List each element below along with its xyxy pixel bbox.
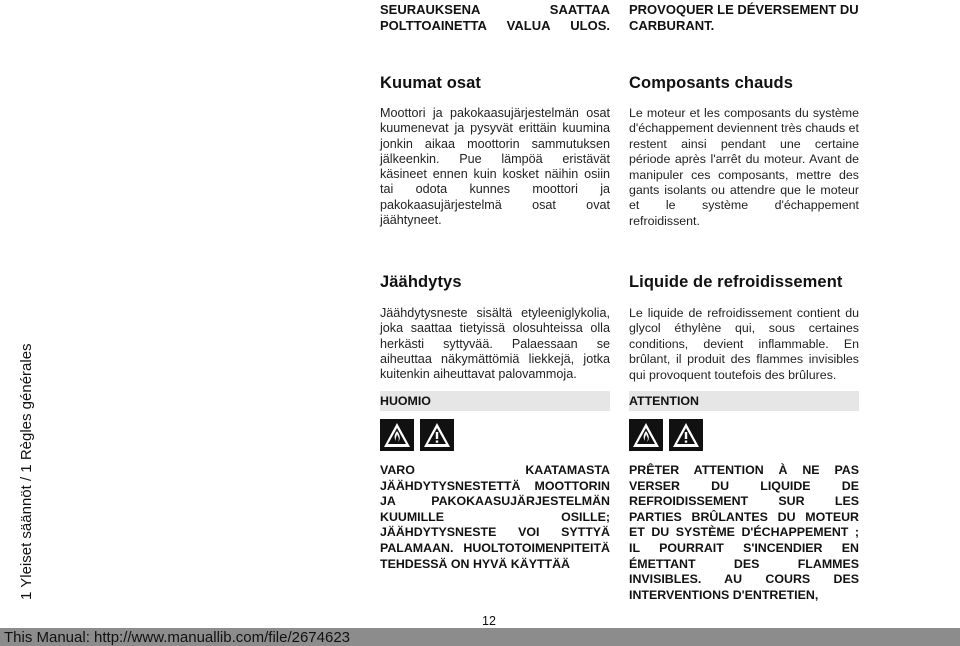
note-bar-fr xyxy=(629,391,859,411)
top-continuation-fr: PROVOQUER LE DÉVERSEMENT DU CARBURANT. xyxy=(629,2,859,33)
hot-parts-text-fi: Moottori ja pakokaasujärjestelmän osat kuumenevat ja pysyvät erittäin kuumina jonkin aikaa moottorin sammutuksen jälkeenkin. Pue lämpöä eristävät käsineet ennen kuin kosket näihin osiin tai odota kunnes moottori ja pakokaasujärjestelmä osat ovat jäähtyneet. xyxy=(380,106,610,228)
coolant-text-fr: Le liquide de refroidissement contient du glycol éthylène qui, sous certaines conditions, devient inflammable. En brûlant, il produit des flammes invisibles qui provoquent toutefois des brûlures. xyxy=(629,306,859,382)
hot-parts-text-fr: Le moteur et les composants du système d'échappement deviennent très chauds et restent ainsi pendant une certaine période après l'arrêt du moteur. Avant de manipuler ces composants, mettre des gants isolants ou attendre que le moteur et le système d'échappement refroidissent. xyxy=(629,106,859,228)
flammable-icon xyxy=(380,419,414,451)
hot-parts-heading-fr: Composants chauds xyxy=(629,74,793,92)
footer-manual-link[interactable]: This Manual: http://www.manuallib.com/file/2674623 xyxy=(4,629,351,646)
hot-parts-heading-fi: Kuumat osat xyxy=(380,74,482,92)
coolant-text-fi: Jäähdytysneste sisältä etyleeniglykolia, joka saattaa tietyissä olosuhteissa olla herkästi syttyvää. Palaessaan se aiheuttaa näkymättömiä liekkejä, jotka kuitenkin aiheuttavat palovammoja. xyxy=(380,306,610,382)
warning-triangle-icon xyxy=(669,419,703,451)
coolant-heading-fi: Jäähdytys xyxy=(380,273,462,291)
coolant-heading-fr: Liquide de refroidissement xyxy=(629,273,843,291)
warning-text-fr: PRÊTER ATTENTION À NE PAS VERSER DU LIQUIDE DE REFROIDISSEMENT SUR LES PARTIES BRÛLANTES DU MOTEUR ET DU SYSTÈME D'ÉCHAPPEMENT ; IL POURRAIT S'INCENDIER EN ÉMETTANT DES FLAMMES INVISIBLES. AU COURS DES INTERVENTIONS D'ENTRETIEN, xyxy=(629,463,859,602)
side-section-label: 1 Yleiset säännöt / 1 Règles générales xyxy=(18,343,35,600)
page-number: 12 xyxy=(482,614,496,628)
warning-triangle-icon xyxy=(420,419,454,451)
warning-text-fi: VARO KAATAMASTA JÄÄHDYTYSNESTETTÄ MOOTTORIN JA PAKOKAASUJÄRJESTELMÄN KUUMILLE OSILLE; JÄÄHDYTYSNESTE VOI SYTTYÄ PALAMAAN. HUOLTOTOIMENPITEITÄ TEHDESSÄ ON HYVÄ KÄYTTÄÄ xyxy=(380,463,610,571)
note-bar-fi xyxy=(380,391,610,411)
top-continuation-fi: SEURAUKSENA SAATTAA POLTTOAINETTA VALUA ULOS. xyxy=(380,2,610,33)
warning-icons-fr xyxy=(629,419,703,451)
note-label-fr: ATTENTION xyxy=(629,394,699,408)
note-label-fi: HUOMIO xyxy=(380,394,431,408)
warning-icons-fi xyxy=(380,419,454,451)
flammable-icon xyxy=(629,419,663,451)
